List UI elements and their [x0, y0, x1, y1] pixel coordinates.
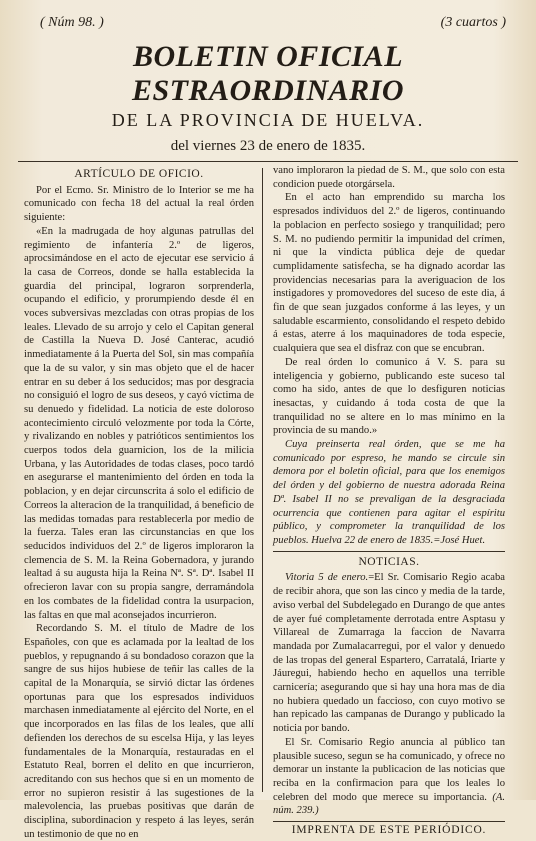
news-item-1-dateline: Vitoria 5 de enero.	[285, 572, 369, 584]
issue-number: ( Núm 98. )	[40, 15, 104, 30]
news-item-2-reference: (A. núm. 239.)	[273, 791, 506, 817]
news-item-2-text: El Sr. Comisario Regio anuncia al público tan plausible suceso, segun se ha comunicado, y ofrece no demorar un instante la publicacion de las noticias que reciba en la confirmacion para que los leales lo celebren del modo que merece su importancia.	[273, 736, 505, 803]
news-item-1	[273, 571, 505, 735]
left-column	[12, 164, 262, 840]
issue-price: (3 cuartos )	[440, 15, 506, 30]
official-intro: Por el Ecmo. Sr. Ministro de lo Interior se me ha comunicado con fecha 18 del actual la real órden siguiente:	[24, 184, 254, 224]
right-column	[263, 164, 513, 837]
news-rule-top	[273, 551, 505, 552]
section-heading-oficio: ARTÍCULO DE OFICIO.	[74, 168, 204, 180]
newspaper-subtitle: DE LA PROVINCIA DE HUELVA.	[111, 110, 425, 130]
governor-note: Cuya preinserta real órden, que se me ha comunicado por espreso, he mando se circule sin demora por el boletin oficial, para que los enemigos del órden y del gobierno de nuestra adorada Reina Dª. Isabel II no se prevaligan de la desgraciada ocurrencia que contienen para agitar el espíritu público, y comprometer la tranquilidad de los pueblos. Huelva 22 de enero de 1835.=José Huet.	[273, 439, 505, 546]
section-heading-noticias: NOTICIAS.	[358, 555, 420, 568]
header-rule	[18, 161, 518, 162]
masthead-topline	[12, 10, 524, 32]
news-item-2	[273, 736, 505, 818]
article-columns	[12, 164, 524, 840]
issue-date: del viernes 23 de enero de 1835.	[170, 138, 366, 154]
news-item-1-text: =El Sr. Comisario Regio acaba de recibir ahora, que son las cinco y media de la tarde, aviso verbal del Subdelegado en Durango de que antes de ayer fué completamente derrotada entre Asptasu y Villareal de Zumarraga la faccion de Navarra mandada por Zumalacarregui, por el valor y denuedo de las tropas del general Espartero, Carratalá, Iriarte y Jáuregui, habiendo hecho en aquellos una terrible carnicería; asegurando que si hay una hora mas de dia no hubiera quedado un faccioso, con cuyo motivo se han repicado las campanas de Durango y publicado la noticia por bando.	[273, 572, 505, 735]
news-rule-bottom	[273, 821, 505, 822]
royal-order-paragraph-2: Recordando S. M. el título de Madre de los Españoles, con que es aclamada por la lealtad de los pueblos, y repugnando á su bondadoso corazon que la sangre de sus hijos hubiese de teñir las calles de la capital de la Monarquía, se sirvió dictar las órdenes oportunas para que los espresados individuos marchasen inmediatamente al ejército del Norte, en el que incorporados en las filas de los leales, que allí defienden los derechos de su escelsa Hija, y las leyes fundamentales de la Monarquía, restauradas en el Estatuto Real, borren el delito en que incurrieron, acreditando con sus hechos que si en un momento de error no supieron resistir á las sugestiones de la malevolencia, las pruebas positivas que darán de disciplina, subordinacion y respeto á las leyes, serán un testimonio de que no en	[24, 623, 254, 840]
royal-order-paragraph-3: En el acto han emprendido su marcha los espresados individuos del 2.º de ligeros, continuando la poblacion en perfecto sosiego y tranquilidad; pero S. M. no pudiendo permitir la impunidad del crímen, ni que la vindicta pública deje de quedar cumplidamente satisfecha, se ha dignado acordar las providencias necesarias para la averiguacion de los instigadores y promovedores del suceso de este dia, á fin de que sean juzgados conforme á las leyes, y un saludable escarmiento, consolidando el respeto debido á estas, aterre á los maquinadores de toda especie, cualquiera que sea el disfraz con que se encubran.	[273, 192, 505, 355]
royal-order-paragraph-4: De real órden lo comunico á V. S. para su inteligencia y gobierno, publicando este suceso tal como ha sido, antes de que lo desfiguren noticias inesactas, y cuidando á toda costa de que la tranquilidad no se altere en lo mas mínimo en la provincia de su mando.»	[273, 356, 505, 437]
newspaper-title: BOLETIN OFICIAL ESTRAORDINARIO	[131, 40, 405, 107]
royal-order-continuation: vano imploraron la piedad de S. M., que solo con esta condicion puede otorgársela.	[273, 165, 505, 190]
royal-order-paragraph-1: «En la madrugada de hoy algunas patrullas del regimiento de infantería 2.º de ligeros, aprocsimándose en el acto de ejecutar ese servicio á la casa de Correos, donde se halla establecida la guardia del principal, lograron sorprenderla, ocupando el edificio, y prorumpiendo desde él en voces subversivas mezcladas con otras propias de los leales. Llevado de su arrojo y celo el Capitan general de Castilla la Nueva D. José Canterac, acudió inmediatamente á la Puerta del Sol, sin mas compañía que la de su valor, y sin mas objeto que el de hacer entrar en su deber á los seducidos; mas por desgracia no consiguió el logro de sus deseos, y cayó víctima de su denuedo y fidelidad. La noticia de este doloroso acontecimiento circuló velozmente por toda la Córte, y rivalizando en nobles y patrióticos sentimientos los cuerpos todos dela guarnicion, los de la milicia Urbana, y las Autoridades de todas clases, poco tardó en asegurarse el mantenimiento del órden en toda la poblacion, y en dejar circunscrita á solo el edificio de Correos la alteracion de la tranquilidad, á beneficio de las medidas tomadas para restablecerla por medio de la fuerza. Tales eran las circunstancias en que los seducidos individuos del 2.º de ligeros imploraron la clemencia de S. M. la Reina Gobernadora, y jurando lealtad á su augusta hija la Reina Nª. Sª. Dª. Isabel II ofrecieron lavar con su propia sangre, derramándola en los combates de la fidelidad contra la usurpacion, las faltas en que mal aconsejados incurrieron.	[24, 225, 254, 621]
printer-footer: IMPRENTA DE ESTE PERIÓDICO.	[291, 824, 487, 837]
